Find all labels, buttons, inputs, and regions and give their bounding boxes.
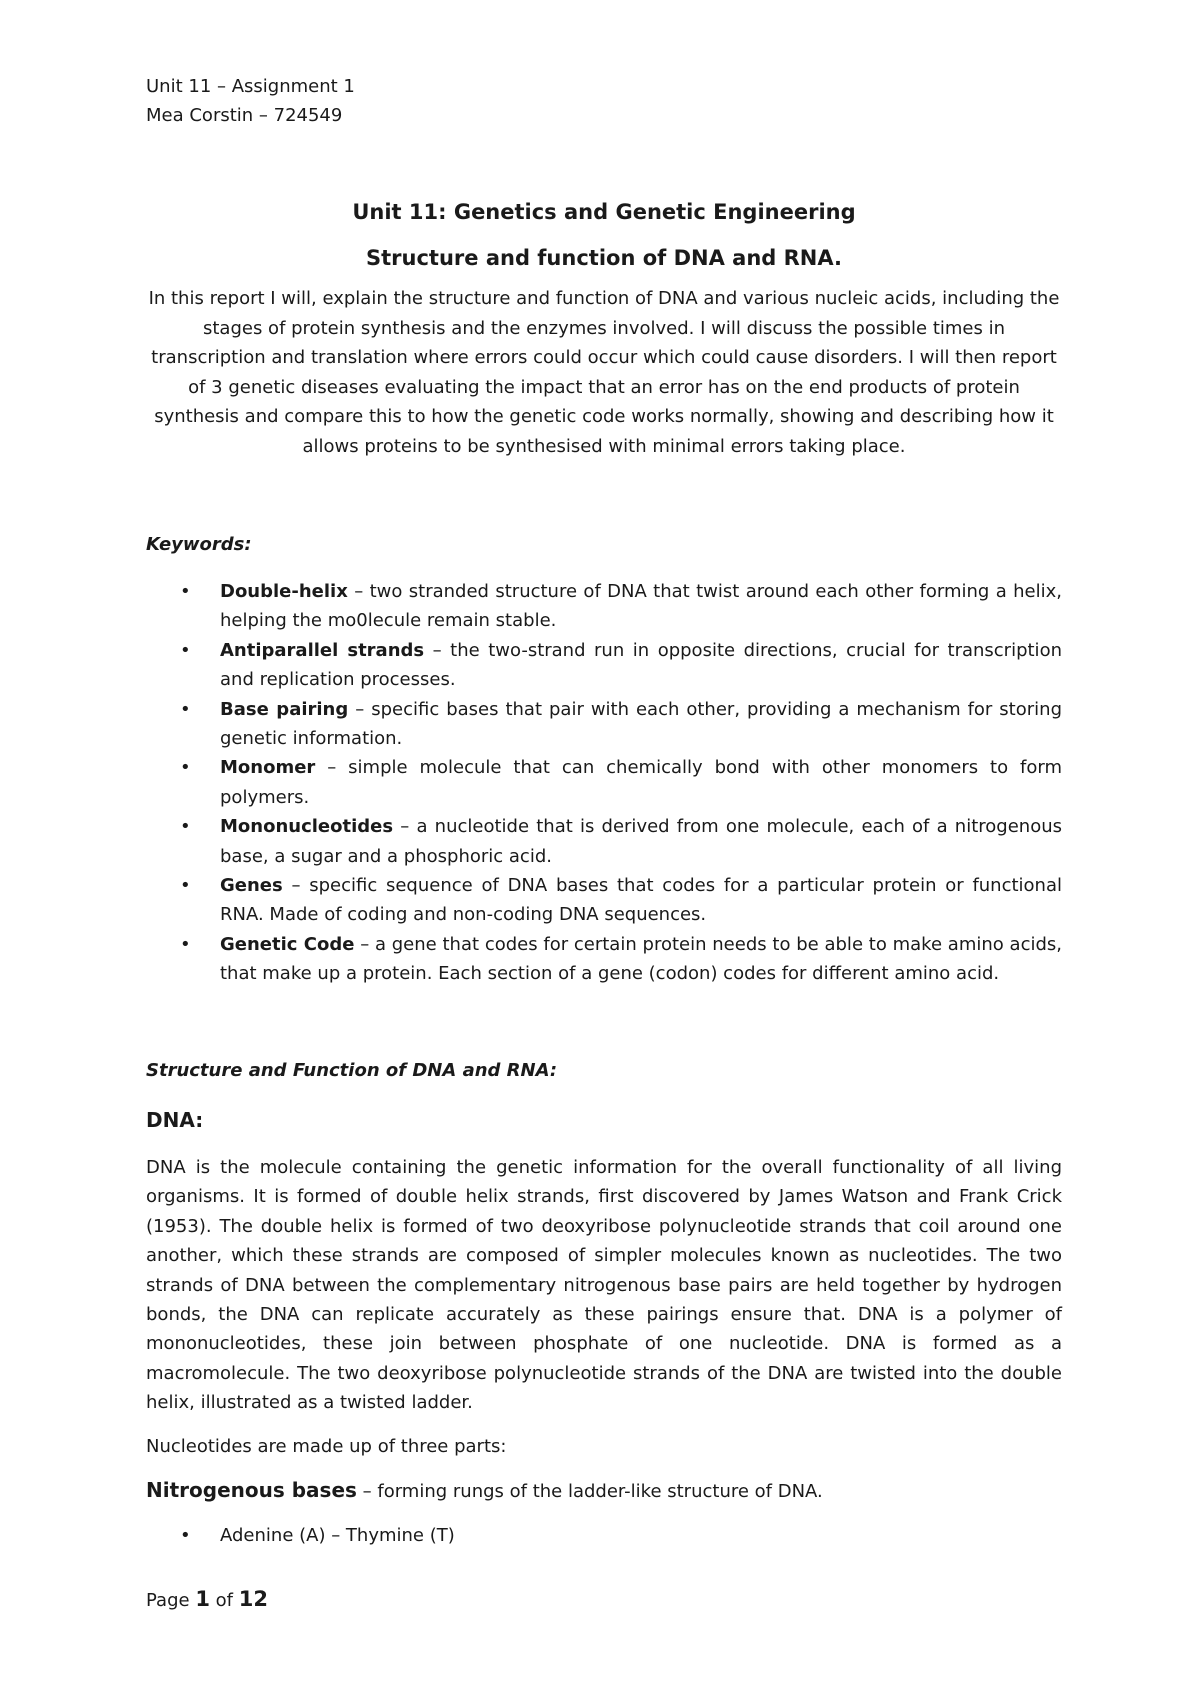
bullet-icon: •: [180, 639, 191, 661]
title-block: [146, 196, 1062, 461]
footer-current-page: 1: [195, 1587, 210, 1611]
keyword-term: Monomer: [220, 757, 316, 779]
keyword-term: Genetic Code: [220, 933, 355, 955]
footer-of-word: of: [215, 1590, 234, 1611]
keyword-description: – specific bases that pair with each other, providing a mechanism for storing genetic information.: [220, 698, 1062, 750]
keyword-item: [146, 871, 1062, 930]
footer-total-pages: 12: [238, 1587, 268, 1611]
keyword-item: [146, 812, 1062, 871]
dna-paragraph: DNA is the molecule containing the genetic information for the overall functionality of all living organisms. It is formed of double helix strands, first discovered by James Watson and Frank Crick (1953). The double helix is formed of two deoxyribose polynucleotide strands that coil around one another, which these strands are composed of simpler molecules known as nucleotides. The two strands of DNA between the complementary nitrogenous base pairs are held together by hydrogen bonds, the DNA can replicate accurately as these pairings ensure that. DNA is a polymer of mononucleotides, these join between phosphate of one nucleotide. DNA is formed as a macromolecule. The two deoxyribose polynucleotide strands of the DNA are twisted into the double helix, illustrated as a twisted ladder.: [146, 1157, 1062, 1414]
footer-page-word: Page: [146, 1590, 190, 1611]
header-author-line: Mea Corstin – 724549: [146, 105, 343, 126]
bullet-icon: •: [180, 698, 191, 720]
keyword-description: – specific sequence of DNA bases that codes for a particular protein or functional RNA. Made of coding and non-coding DNA sequences.: [220, 875, 1062, 926]
structure-heading: Structure and Function of DNA and RNA:: [146, 1060, 558, 1081]
bullet-icon: •: [180, 816, 191, 838]
keyword-item: [146, 636, 1062, 695]
document-subtitle: Structure and function of DNA and RNA.: [366, 246, 842, 270]
keyword-description: – two stranded structure of DNA that twist around each other forming a helix, helping the mo0lecule remain stable.: [220, 581, 1062, 632]
bullet-icon: •: [180, 875, 191, 897]
bullet-icon: •: [180, 757, 191, 779]
nucleotides-intro: Nucleotides are made up of three parts:: [146, 1435, 507, 1457]
keyword-term: Antiparallel strands: [220, 639, 425, 661]
keyword-term: Double-helix: [220, 581, 348, 602]
keyword-term: Mononucleotides: [220, 816, 394, 838]
bullet-icon: •: [180, 1524, 191, 1546]
keywords-heading: Keywords:: [146, 534, 252, 555]
keyword-description: – a gene that codes for certain protein needs to be able to make amino acids, that make up a protein. Each section of a gene (codon) codes for different amino acid.: [220, 933, 1062, 985]
keyword-description: – a nucleotide that is derived from one molecule, each of a nitrogenous base, a sugar and a phosphoric acid.: [220, 816, 1062, 867]
base-pair-item: [146, 1521, 1062, 1550]
nitrogenous-bases-term: Nitrogenous bases: [146, 1477, 357, 1502]
intro-paragraph: In this report I will, explain the structure and function of DNA and various nucleic acids, including the stages of protein synthesis and the enzymes involved. I will discuss the possible times in transcription and translation where errors could occur which could cause disorders. I will then report of 3 genetic diseases evaluating the impact that an error has on the end products of protein synthesis and compare this to how the genetic code works normally, showing and describing how it allows proteins to be synthesised with minimal errors taking place.: [148, 288, 1060, 457]
header-unit-line: Unit 11 – Assignment 1: [146, 76, 355, 97]
bullet-icon: •: [180, 933, 191, 955]
keyword-term: Base pairing: [220, 698, 349, 720]
document-title: Unit 11: Genetics and Genetic Engineering: [352, 200, 856, 224]
keyword-item: [146, 695, 1062, 754]
base-pair-text: Adenine (A) – Thymine (T): [220, 1524, 455, 1546]
dna-heading: DNA:: [146, 1108, 204, 1132]
keyword-item: [146, 753, 1062, 812]
keyword-description: – the two-strand run in opposite directions, crucial for transcription and replication processes.: [220, 639, 1062, 691]
nitrogenous-bases-desc: – forming rungs of the ladder-like structure of DNA.: [356, 1480, 823, 1502]
structure-section: [146, 1056, 1062, 1550]
bases-list: [146, 1521, 1062, 1550]
keyword-description: – simple molecule that can chemically bond with other monomers to form polymers.: [220, 757, 1062, 808]
page-footer: [146, 1584, 268, 1616]
keyword-item: [146, 930, 1062, 989]
document-header: [146, 72, 355, 130]
bullet-icon: •: [180, 581, 191, 602]
keywords-list: [146, 577, 1062, 989]
nitrogenous-bases-line: [146, 1475, 1062, 1507]
keyword-item: [146, 577, 1062, 636]
keywords-section: [146, 530, 1062, 989]
keyword-term: Genes: [220, 875, 283, 897]
